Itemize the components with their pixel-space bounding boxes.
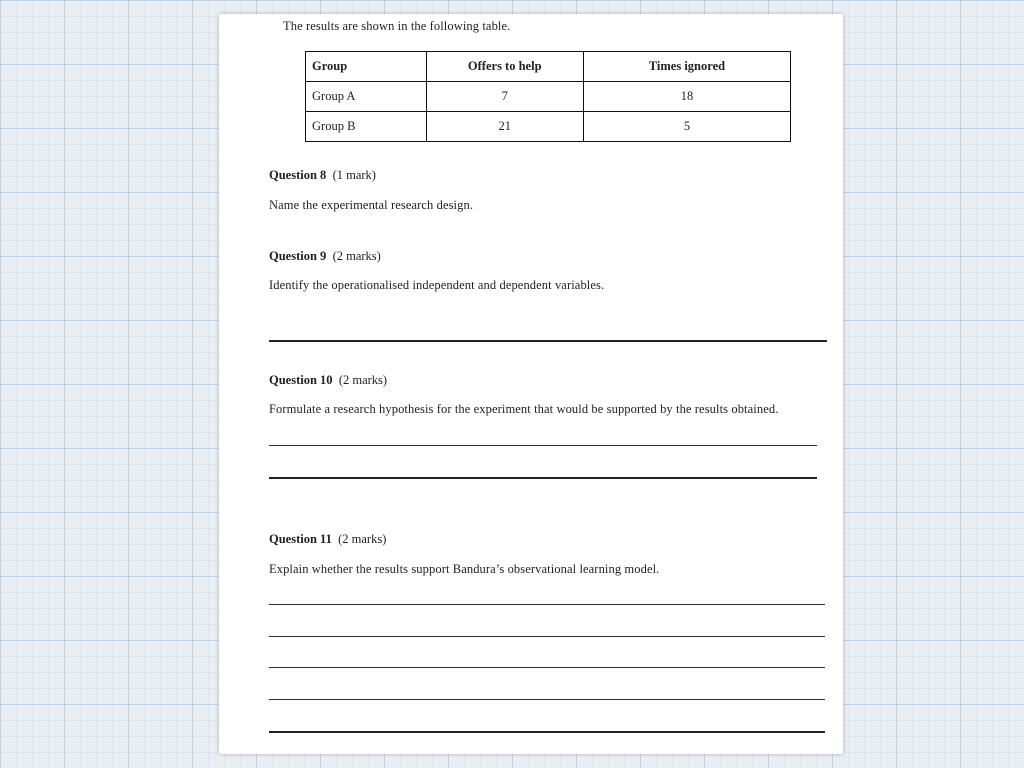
- worksheet-page: [219, 14, 843, 754]
- table-row: [306, 82, 791, 112]
- question-8-label: Question 8: [269, 168, 327, 182]
- table-cell: 18: [583, 82, 790, 112]
- table-cell: 7: [426, 82, 583, 112]
- table-cell: 5: [583, 112, 790, 142]
- question-10-marks: (2 marks): [338, 373, 388, 387]
- table-cell: Group A: [306, 82, 427, 112]
- question-9-text: Identify the operationalised independent and dependent variables.: [269, 278, 605, 292]
- intro-text: The results are shown in the following table.: [283, 19, 511, 33]
- question-8-marks: (1 mark): [332, 168, 376, 182]
- answer-line[interactable]: [269, 604, 825, 605]
- answer-line[interactable]: [269, 731, 825, 733]
- question-10-text: Formulate a research hypothesis for the experiment that would be supported by the results obtained.: [269, 402, 779, 416]
- table-cell: 21: [426, 112, 583, 142]
- question-8-text: Name the experimental research design.: [269, 198, 474, 212]
- answer-line[interactable]: [269, 445, 817, 446]
- table-row: [306, 112, 791, 142]
- question-9-marks: (2 marks): [332, 249, 381, 263]
- table-header-row: [306, 52, 791, 82]
- header-group: Group: [306, 52, 427, 82]
- question-9-label: Question 9: [269, 249, 327, 263]
- question-8-heading: [269, 168, 376, 183]
- answer-line[interactable]: [269, 667, 825, 668]
- header-offers-to-help: Offers to help: [426, 52, 583, 82]
- question-11-label: Question 11: [269, 532, 332, 546]
- question-10-heading: [269, 373, 387, 388]
- question-11-marks: (2 marks): [338, 532, 387, 546]
- question-11-text: Explain whether the results support Bandura’s observational learning model.: [269, 562, 660, 576]
- answer-line[interactable]: [269, 477, 817, 479]
- table-cell: Group B: [306, 112, 427, 142]
- question-10-label: Question 10: [269, 373, 333, 387]
- results-table: [305, 51, 791, 142]
- answer-line[interactable]: [269, 340, 827, 342]
- answer-line[interactable]: [269, 636, 825, 637]
- question-9-heading: [269, 249, 381, 264]
- answer-line[interactable]: [269, 699, 825, 700]
- header-times-ignored: Times ignored: [583, 52, 790, 82]
- question-11-heading: [269, 532, 386, 547]
